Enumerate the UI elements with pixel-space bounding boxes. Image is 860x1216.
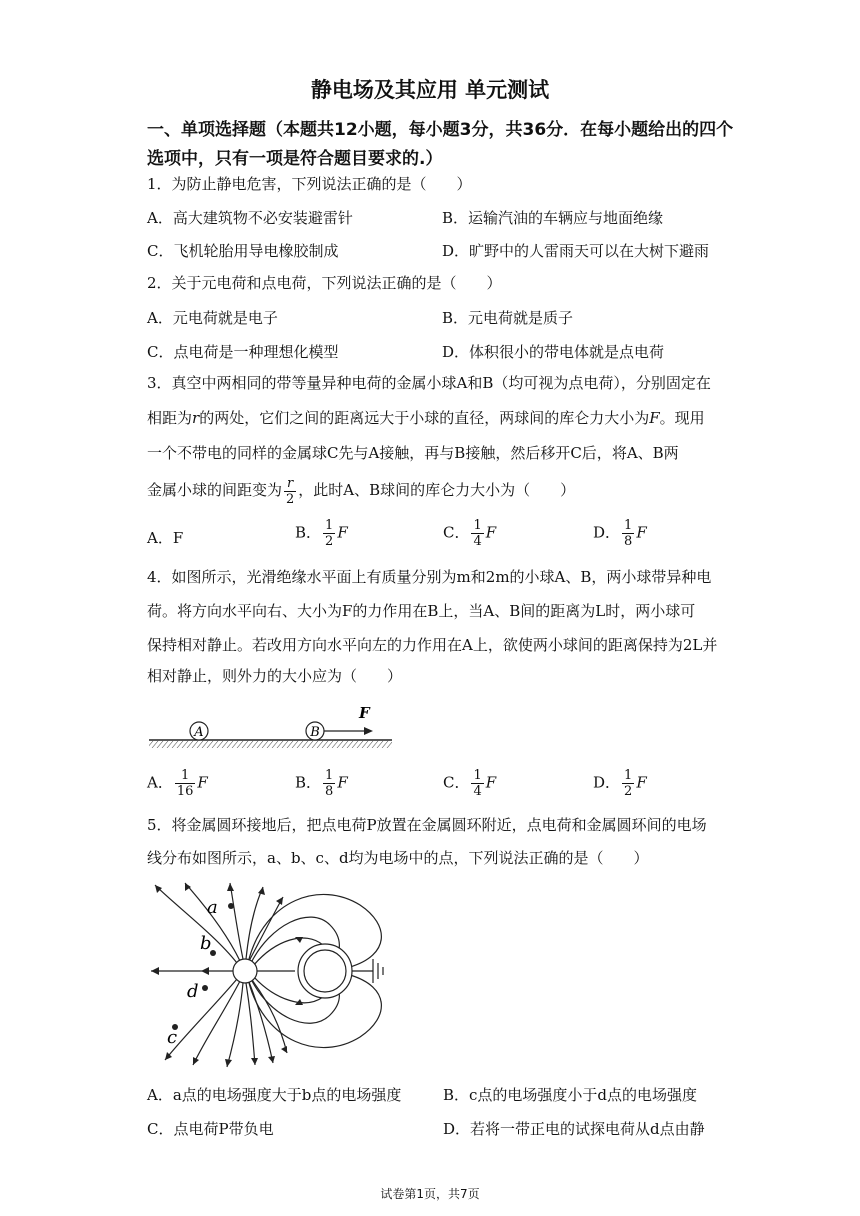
q4-option-c: C． $\frac{1}{4}$ F: [443, 768, 497, 799]
point-d-label: d: [187, 981, 199, 1002]
q2-option-d: D．体积很小的带电体就是点电荷: [442, 343, 665, 361]
q1-option-c: C．飞机轮胎用导电橡胶制成: [147, 242, 339, 260]
q1-option-d: D．旷野中的人雷雨天可以在大树下避雨: [442, 242, 710, 260]
q4-option-a: A． $\frac{1}{16}$ F: [147, 768, 208, 799]
q3-line3: 一个不带电的同样的金属球C先与A接触，再与B接触，然后移开C后，将A、B两: [147, 444, 679, 462]
q4-figure: [147, 700, 397, 756]
q5-option-b: B．c点的电场强度小于d点的电场强度: [443, 1086, 698, 1104]
point-c-label: c: [167, 1027, 178, 1048]
q5-option-d: D．若将一带正电的试探电荷从d点由静: [443, 1120, 705, 1138]
q2-option-b: B．元电荷就是质子: [442, 309, 574, 327]
q5-line1: 5．将金属圆环接地后，把点电荷P放置在金属圆环附近，点电荷和金属圆环间的电场: [147, 816, 707, 834]
page-title: 静电场及其应用 单元测试: [310, 78, 550, 102]
ball-a-label: A: [194, 725, 204, 740]
q3-option-b: B． $\frac{1}{2}$ F: [295, 518, 348, 549]
q1-option-a: A．高大建筑物不必安装避雷针: [147, 209, 353, 227]
q5-line2: 线分布如图所示，a、b、c、d均为电场中的点，下列说法正确的是（ ）: [147, 849, 649, 867]
point-b-label: b: [200, 933, 212, 954]
q4-line2: 荷。将方向水平向右、大小为F的力作用在B上，当A、B间的距离为L时，两小球可: [147, 602, 696, 620]
q5-option-c: C．点电荷P带负电: [147, 1120, 274, 1138]
q2-option-c: C．点电荷是一种理想化模型: [147, 343, 339, 361]
q3-line2: 相距为r的两处，它们之间的距离远大于小球的直径，两球间的库仑力大小为F。现用: [147, 409, 705, 427]
q4-option-b: B． $\frac{1}{8}$ F: [295, 768, 348, 799]
q4-line3: 保持相对静止。若改用方向水平向左的力作用在A上，欲使两小球间的距离保持为2L并: [147, 636, 718, 654]
q3-option-d: D． $\frac{1}{8}$ F: [593, 518, 647, 549]
q1-option-b: B．运输汽油的车辆应与地面绝缘: [442, 209, 664, 227]
q4-line4: 相对静止，则外力的大小应为（ ）: [147, 667, 403, 685]
q1-stem: 1．为防止静电危害，下列说法正确的是（ ）: [147, 175, 472, 193]
q5-field-figure: [145, 875, 395, 1075]
q3-line1: 3．真空中两相同的带等量异种电荷的金属小球A和B（均可视为点电荷），分别固定在: [147, 374, 711, 392]
point-a-label: a: [207, 897, 218, 918]
q2-stem: 2．关于元电荷和点电荷，下列说法正确的是（ ）: [147, 274, 502, 292]
q3-option-c: C． $\frac{1}{4}$ F: [443, 518, 497, 549]
ball-b-label: B: [310, 725, 320, 740]
q3-fraction: $\frac{r}{2}$: [286, 475, 295, 507]
section-heading: 一、单项选择题（本题共12小题，每小题3分，共36分．在每小题给出的四个选项中，只有一项是符合题目要求的.）: [147, 120, 734, 169]
force-label: F: [359, 704, 370, 722]
q4-line1: 4．如图所示，光滑绝缘水平面上有质量分别为m和2m的小球A、B，两小球带异种电: [147, 568, 712, 586]
page-footer: 试卷第1页，共7页: [380, 1187, 480, 1201]
q3-option-a: A．F: [147, 529, 184, 547]
q5-option-a: A．a点的电场强度大于b点的电场强度: [147, 1086, 402, 1104]
q3-line4: 金属小球的间距变为 $\frac{r}{2}$ ，此时A、B球间的库仑力大小为（ ）: [147, 475, 576, 507]
q2-option-a: A．元电荷就是电子: [147, 309, 278, 327]
q4-option-d: D． $\frac{1}{2}$ F: [593, 768, 647, 799]
